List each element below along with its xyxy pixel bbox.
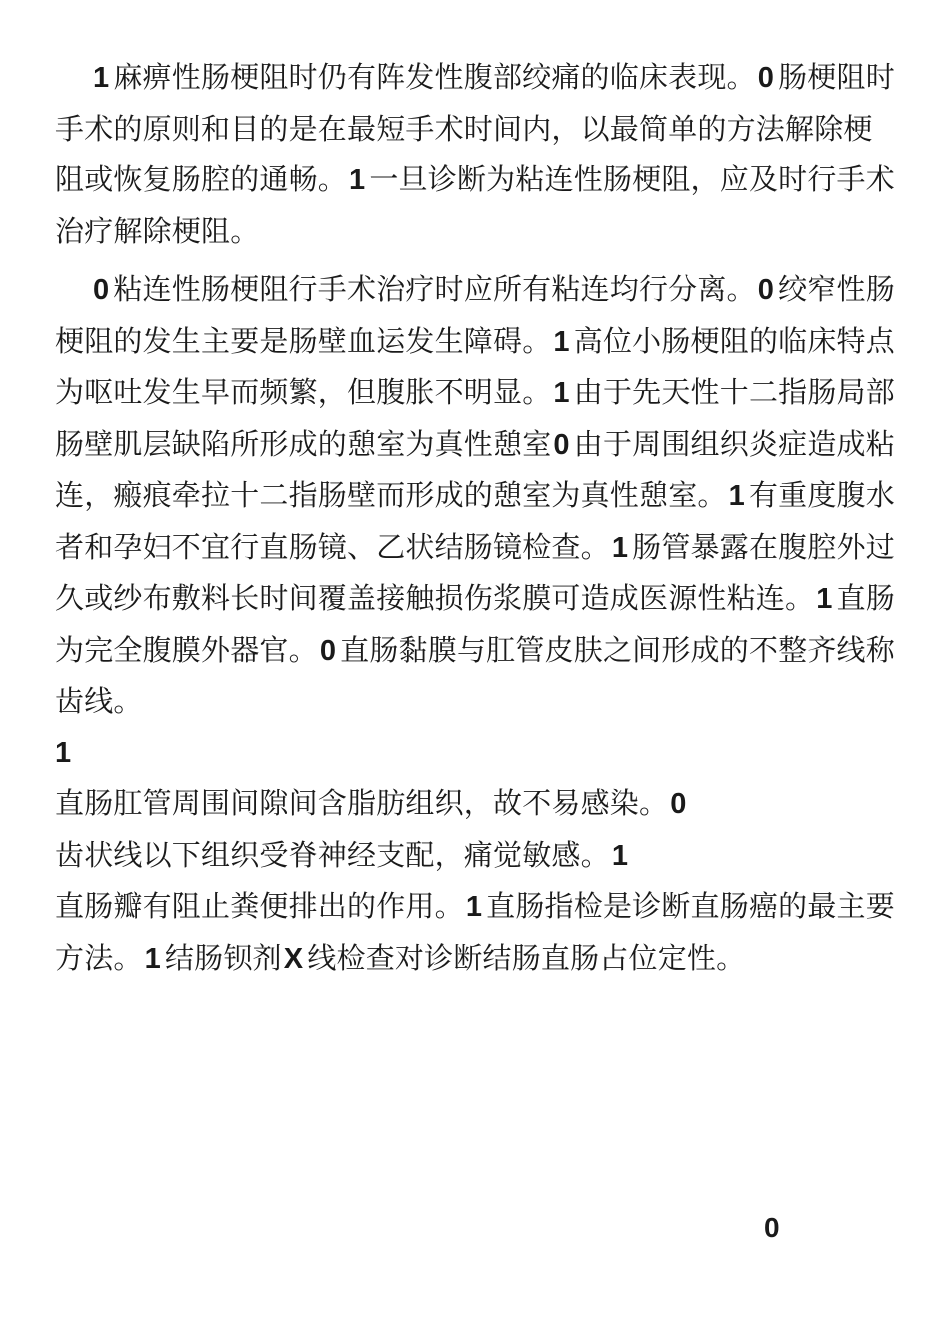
- paragraph-2: [55, 264, 895, 727]
- document-content: [55, 52, 895, 984]
- statement-text: 一旦诊断为粘连性肠梗阻，应及时行手术治疗解除梗阻。: [55, 162, 895, 248]
- final-paragraph: [55, 881, 895, 984]
- short-line-3: [55, 830, 895, 882]
- answer-mark: 1: [553, 377, 570, 409]
- answer-mark: 1: [816, 583, 833, 615]
- statement-text: 由于先天性十二指肠局部肠壁肌层缺陷所形成的憩室为真性憩室: [55, 375, 895, 461]
- paragraph-1: [55, 52, 895, 256]
- statement-text: 肠管暴露在腹腔外过久或纱布敷料长时间覆盖接触损伤浆膜可造成医源性粘连。: [55, 529, 895, 615]
- short-line-2: [55, 778, 895, 830]
- answer-mark: 0: [670, 788, 687, 820]
- statement-text: 线检查对诊断结肠直肠占位定性。: [307, 940, 746, 975]
- answer-mark: 0: [93, 274, 110, 306]
- answer-mark: 1: [93, 62, 110, 94]
- statement-text: 肠梗阻时手术的原则和目的是在最短手术时间内，以最简单的方法解除梗阻或恢复肠腔的通畅。: [55, 60, 895, 196]
- statement-text: 直肠黏膜与肛管皮肤之间形成的不整齐线称齿线。: [55, 632, 895, 718]
- statement-text: 齿状线以下组织受脊神经支配，痛觉敏感。: [55, 837, 610, 872]
- statement-text: 麻痹性肠梗阻时仍有阵发性腹部绞痛的临床表现。: [113, 60, 756, 94]
- answer-mark: 1: [349, 164, 366, 196]
- statement-text: 高位小肠梗阻的临床特点为呕吐发生早而频繁，但腹胀不明显。: [55, 323, 895, 409]
- statement-text: 绞窄性肠梗阻的发生主要是肠壁血运发生障碍。: [55, 272, 895, 358]
- statement-text: 直肠指检是诊断直肠癌的最主要方法。: [55, 889, 895, 975]
- statement-text: 直肠肛管周围间隙间含脂肪组织，故不易感染。: [55, 786, 669, 820]
- answer-mark: 1: [553, 325, 570, 358]
- statement-text: 粘连性肠梗阻行手术治疗时应所有粘连均行分离。: [113, 272, 756, 306]
- statement-text: 由于周围组织炎症造成粘连，瘢痕牵拉十二指肠壁而形成的憩室为真性憩室。: [55, 426, 895, 512]
- answer-mark: 1: [55, 736, 72, 769]
- short-line-1: [55, 727, 895, 779]
- answer-mark: X: [283, 942, 304, 975]
- answer-mark: 1: [611, 839, 629, 872]
- answer-mark: 0: [319, 634, 337, 667]
- answer-mark: 0: [553, 428, 570, 461]
- answer-mark: 1: [728, 480, 745, 512]
- answer-mark: 1: [611, 531, 629, 564]
- answer-mark: 1: [144, 942, 161, 975]
- answer-mark: 1: [465, 891, 483, 923]
- statement-text: 直肠瓣有阻止粪便排出的作用。: [55, 889, 464, 923]
- answer-mark: 0: [757, 274, 775, 306]
- trailing-answer-mark: 0: [764, 1212, 780, 1243]
- statement-text: 直肠为完全腹膜外器官。: [55, 581, 895, 667]
- statement-text: 有重度腹水者和孕妇不宜行直肠镜、乙状结肠镜检查。: [55, 478, 895, 564]
- answer-mark: 0: [757, 62, 775, 94]
- statement-text: 结肠钡剂: [164, 940, 282, 975]
